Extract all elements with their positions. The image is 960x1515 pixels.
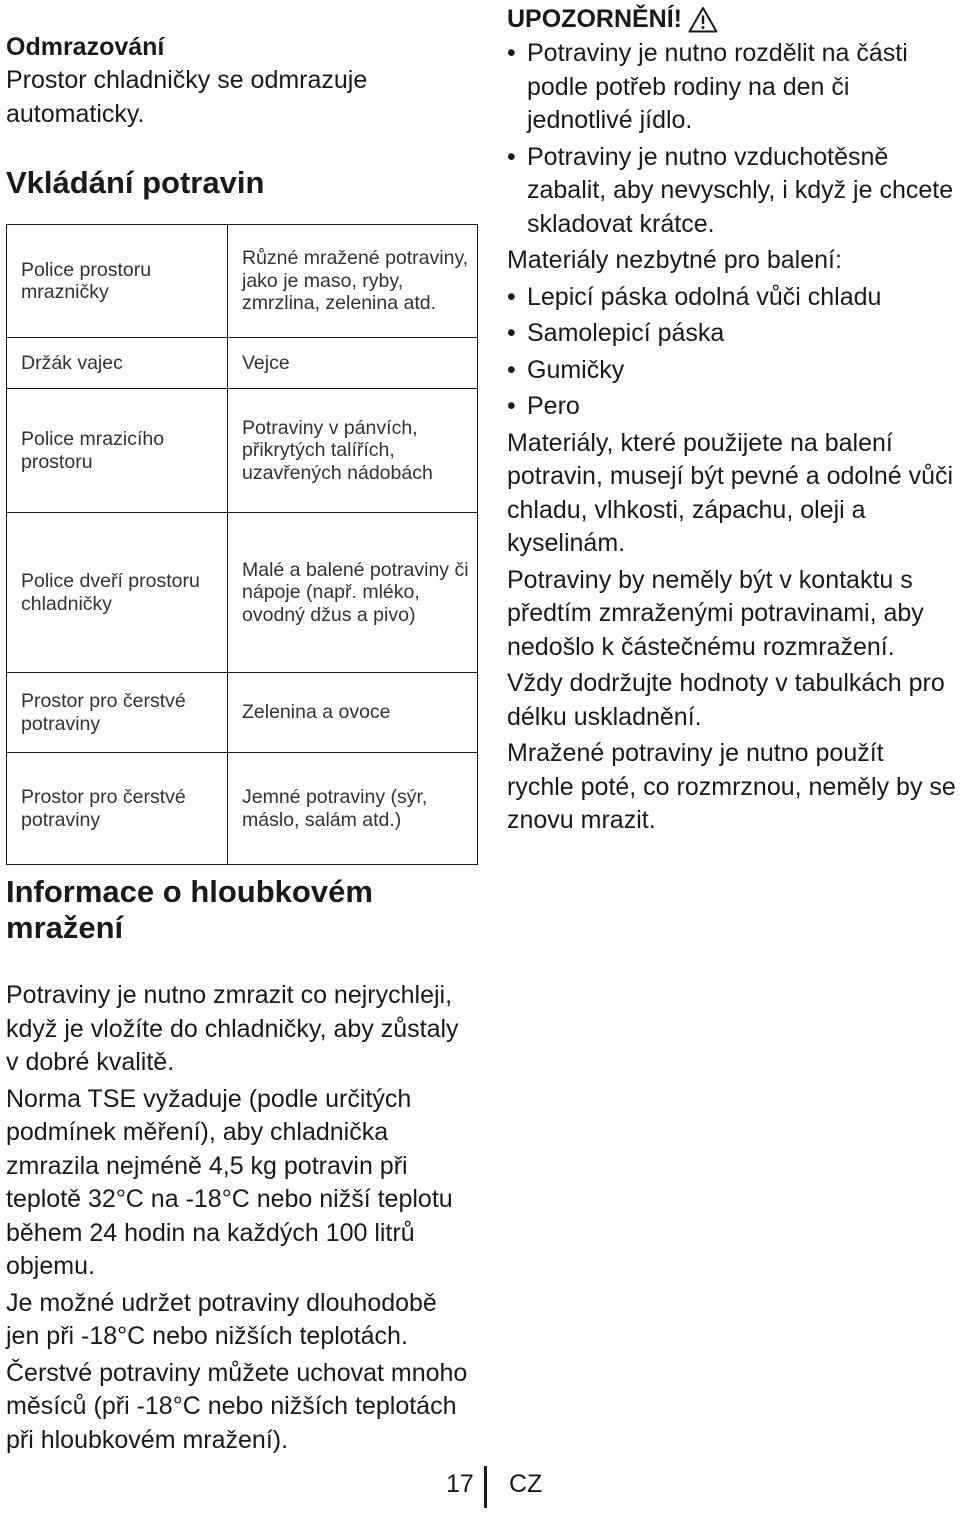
warning-triangle-icon	[688, 6, 718, 33]
page-number: 17	[446, 1470, 474, 1498]
table-cell-content: Různé mražené potraviny, jako je maso, ryby, zmrzlina, zelenina atd.	[228, 225, 478, 338]
paragraph: Vždy dodržujte hodnoty v tabulkách pro délku uskladnění.	[507, 669, 945, 731]
defrost-text: Prostor chladničky se odmrazuje automaticky.	[6, 66, 368, 128]
paragraph: Materiály, které použijete na balení potravin, musejí být pevné a odolné vůči chladu, vlhkosti, zápachu, oleji a kyselinám.	[507, 428, 954, 557]
table-cell-place: Prostor pro čerstvé potraviny	[7, 673, 228, 753]
table-row	[7, 753, 478, 865]
table-row	[7, 513, 478, 673]
language-code: CZ	[509, 1470, 543, 1498]
table-cell-place: Prostor pro čerstvé potraviny	[7, 753, 228, 865]
table-row	[7, 389, 478, 513]
paragraph: Potraviny je nutno zmrazit co nejrychleji, když je vložíte do chladničky, aby zůstaly v dobré kvalitě.	[6, 981, 459, 1076]
warning-bullet: • Potraviny je nutno vzduchotěsně zabalit, aby nevyschly, i když je chcete skladovat krátce.	[507, 141, 957, 242]
paragraph: Je možné udržet potraviny dlouhodobě jen při -18°C nebo nižších teplotách.	[6, 1288, 437, 1350]
warning-heading-text: UPOZORNĚNÍ!	[507, 5, 682, 33]
table-cell-place: Držák vajec	[7, 338, 228, 389]
paragraph: Norma TSE vyžaduje (podle určitých podmínek měření), aby chladnička zmrazila nejméně 4,5 kg potravin při teplotě 32°C na -18°C nebo nižší teplotu během 24 hodin na každých 100 litrů objemu.	[6, 1084, 453, 1280]
materials-intro: Materiály nezbytné pro balení:	[507, 246, 842, 274]
warning-bullet: • Potraviny je nutno rozdělit na části podle potřeb rodiny na den či jednotlivé jídlo.	[507, 37, 957, 138]
materials-item: • Gumičky	[507, 354, 957, 388]
materials-item: • Pero	[507, 390, 957, 424]
storage-table	[6, 224, 478, 865]
paragraph: Mražené potraviny je nutno použít rychle poté, co rozmrznou, neměly by se znovu mrazit.	[507, 739, 956, 834]
table-row	[7, 338, 478, 389]
deep-freeze-text	[6, 979, 476, 1457]
table-row	[7, 673, 478, 753]
table-cell-content: Potraviny v pánvích, přikrytých talířích, uzavřených nádobách	[228, 389, 478, 513]
loading-title: Vkládání potravin	[6, 165, 265, 200]
table-cell-content: Jemné potraviny (sýr, máslo, salám atd.)	[228, 753, 478, 865]
footer-divider	[484, 1466, 487, 1508]
paragraph: Čerstvé potraviny můžete uchovat mnoho měsíců (při -18°C nebo nižších teplotách při hloubkovém mražení).	[6, 1358, 468, 1454]
table-cell-content: Zelenina a ovoce	[228, 673, 478, 753]
table-row	[7, 225, 478, 338]
materials-item: • Samolepicí páska	[507, 317, 957, 351]
table-cell-place: Police dveří prostoru chladničky	[7, 513, 228, 673]
table-cell-place: Police mrazicího prostoru	[7, 389, 228, 513]
materials-item: • Lepicí páska odolná vůči chladu	[507, 281, 957, 315]
deep-freeze-title: Informace o hloubkovém mražení	[6, 874, 373, 945]
paragraph: Potraviny by neměly být v kontaktu s předtím zmraženými potravinami, aby nedošlo k částečnému rozmražení.	[507, 565, 924, 661]
table-cell-place: Police prostoru mrazničky	[7, 225, 228, 338]
warning-heading	[507, 3, 718, 36]
table-cell-content: Vejce	[228, 338, 478, 389]
warning-body	[507, 37, 957, 838]
defrost-title: Odmrazování	[6, 33, 165, 61]
table-cell-content: Malé a balené potraviny či nápoje (např. mléko, ovodný džus a pivo)	[228, 513, 478, 673]
